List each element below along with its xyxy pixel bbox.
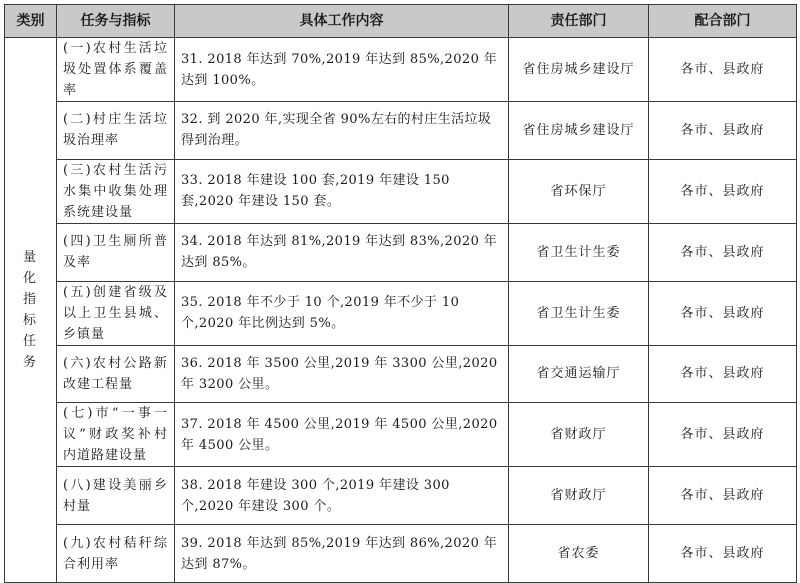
task-table	[4, 4, 797, 583]
task-cell: (四)卫生厕所普及率	[57, 223, 175, 281]
content-cell: 36. 2018 年 3500 公里,2019 年 3300 公里,2020 年 3200 公里。	[175, 345, 509, 403]
table-row	[5, 403, 797, 467]
task-cell: (七)市“一事一议”财政奖补村内道路建设量	[57, 403, 175, 467]
table-row	[5, 467, 797, 525]
header-category: 类别	[5, 5, 57, 38]
responsible-cell: 省财政厅	[509, 467, 649, 525]
table-row	[5, 102, 797, 160]
content-cell: 39. 2018 年达到 85%,2019 年达到 86%,2020 年达到 87%。	[175, 525, 509, 583]
cooperating-cell: 各市、县政府	[649, 467, 797, 525]
content-cell: 33. 2018 年建设 100 套,2019 年建设 150 套,2020 年建设 150 套。	[175, 159, 509, 223]
responsible-cell: 省环保厅	[509, 159, 649, 223]
responsible-cell: 省住房城乡建设厅	[509, 102, 649, 160]
task-cell: (九)农村秸秆综合利用率	[57, 525, 175, 583]
task-cell: (八)建设美丽乡村量	[57, 467, 175, 525]
cooperating-cell: 各市、县政府	[649, 38, 797, 102]
header-cooperating: 配合部门	[649, 5, 797, 38]
header-row	[5, 5, 797, 38]
responsible-cell: 省农委	[509, 525, 649, 583]
task-cell: (一)农村生活垃圾处置体系覆盖率	[57, 38, 175, 102]
table-row	[5, 345, 797, 403]
category-cell: 量化指标任务	[5, 38, 57, 583]
table-row	[5, 223, 797, 281]
responsible-cell: 省卫生计生委	[509, 223, 649, 281]
cooperating-cell: 各市、县政府	[649, 223, 797, 281]
cooperating-cell: 各市、县政府	[649, 525, 797, 583]
table-row	[5, 38, 797, 102]
task-cell: (五)创建省级及以上卫生县城、乡镇量	[57, 281, 175, 345]
content-cell: 31. 2018 年达到 70%,2019 年达到 85%,2020 年达到 100%。	[175, 38, 509, 102]
content-cell: 32. 到 2020 年,实现全省 90%左右的村庄生活垃圾得到治理。	[175, 102, 509, 160]
table-row	[5, 281, 797, 345]
header-task: 任务与指标	[57, 5, 175, 38]
responsible-cell: 省住房城乡建设厅	[509, 38, 649, 102]
task-table-document	[4, 4, 796, 572]
content-cell: 35. 2018 年不少于 10 个,2019 年不少于 10 个,2020 年比例达到 5%。	[175, 281, 509, 345]
cooperating-cell: 各市、县政府	[649, 281, 797, 345]
cooperating-cell: 各市、县政府	[649, 102, 797, 160]
responsible-cell: 省财政厅	[509, 403, 649, 467]
content-cell: 34. 2018 年达到 81%,2019 年达到 83%,2020 年达到 85%。	[175, 223, 509, 281]
cooperating-cell: 各市、县政府	[649, 403, 797, 467]
table-row	[5, 525, 797, 583]
task-cell: (六)农村公路新改建工程量	[57, 345, 175, 403]
responsible-cell: 省交通运输厅	[509, 345, 649, 403]
content-cell: 37. 2018 年 4500 公里,2019 年 4500 公里,2020 年 4500 公里。	[175, 403, 509, 467]
task-cell: (三)农村生活污水集中收集处理系统建设量	[57, 159, 175, 223]
header-content: 具体工作内容	[175, 5, 509, 38]
cooperating-cell: 各市、县政府	[649, 345, 797, 403]
cooperating-cell: 各市、县政府	[649, 159, 797, 223]
content-cell: 38. 2018 年建设 300 个,2019 年建设 300 个,2020 年建设 300 个。	[175, 467, 509, 525]
header-responsible: 责任部门	[509, 5, 649, 38]
task-cell: (二)村庄生活垃圾治理率	[57, 102, 175, 160]
responsible-cell: 省卫生计生委	[509, 281, 649, 345]
table-row	[5, 159, 797, 223]
